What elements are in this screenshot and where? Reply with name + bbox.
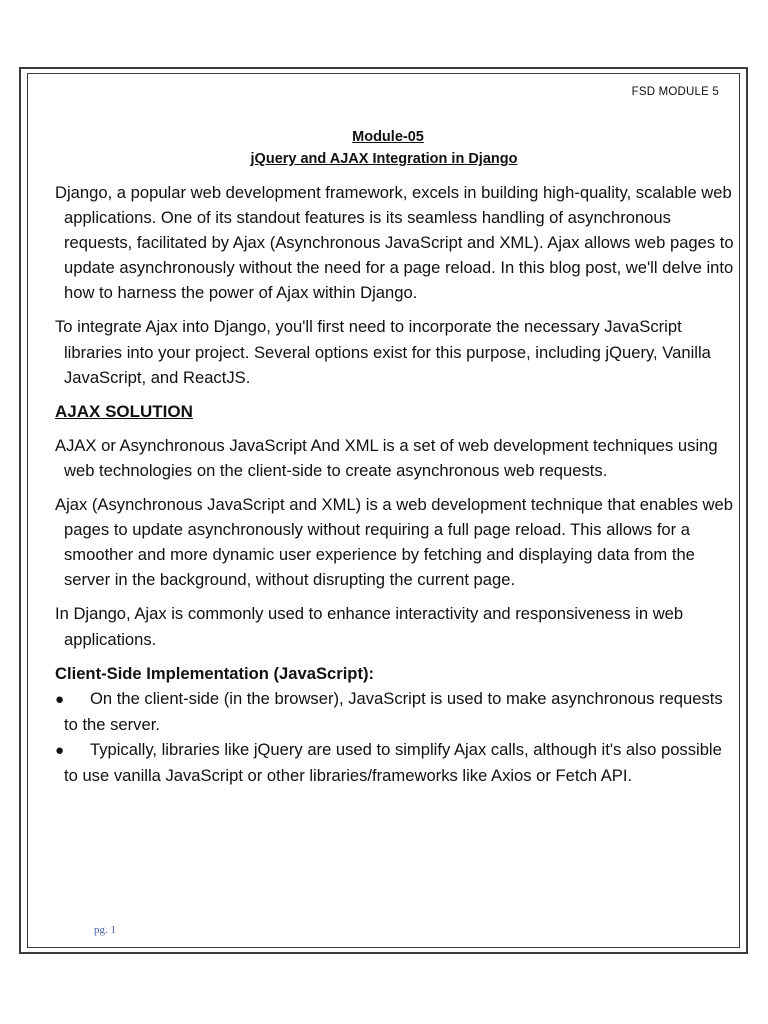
paragraph-ajax-technique: Ajax (Asynchronous JavaScript and XML) is a web development technique that enables web pages to update asynchronously without requiring a full page reload. This allows for a smoother and more dynamic user experience by fetching and displaying data from the server in the background, without disrupting the current page. (55, 495, 733, 590)
paragraph-integration: To integrate Ajax into Django, you'll first need to incorporate the necessary JavaScript libraries into your project. Several options exist for this purpose, including jQuery, Vanilla JavaScript, and ReactJS. (55, 317, 711, 387)
paragraph-ajax-definition: AJAX or Asynchronous JavaScript And XML is a set of web development techniques using web technologies on the client-side to create asynchronous web requests. (55, 435, 718, 480)
module-header: FSD MODULE 5 (631, 86, 719, 98)
paragraph-django-ajax: In Django, Ajax is commonly used to enhance interactivity and responsiveness in web applications. (55, 604, 684, 649)
section-heading-ajax-solution: AJAX SOLUTION (55, 401, 193, 421)
bullet-icon: ● (55, 741, 65, 759)
document-body (55, 180, 735, 788)
document-title: Module-05 (352, 129, 424, 145)
document-subtitle: jQuery and AJAX Integration in Django (250, 151, 518, 167)
bullet-item (55, 686, 735, 737)
paragraph-intro: Django, a popular web development framework, excels in building high-quality, scalable web applications. One of its standout features is its seamless handling of asynchronous requests, facilitated by Ajax (Asynchronous JavaScript and XML). Ajax allows web pages to update asynchronously without the need for a page reload. In this blog post, we'll delve into how to harness the power of Ajax within Django. (55, 183, 734, 303)
bullet-text: On the client-side (in the browser), JavaScript is used to make asynchronous requests to the server. (64, 688, 723, 734)
bullet-icon: ● (55, 690, 65, 708)
bullet-text: Typically, libraries like jQuery are used to simplify Ajax calls, although it's also possible to use vanilla JavaScript or other libraries/frameworks like Axios or Fetch API. (64, 739, 722, 785)
page-number: pg. 1 (94, 924, 116, 936)
section-heading-client-side: Client-Side Implementation (JavaScript): (55, 663, 375, 683)
bullet-item (55, 737, 735, 788)
